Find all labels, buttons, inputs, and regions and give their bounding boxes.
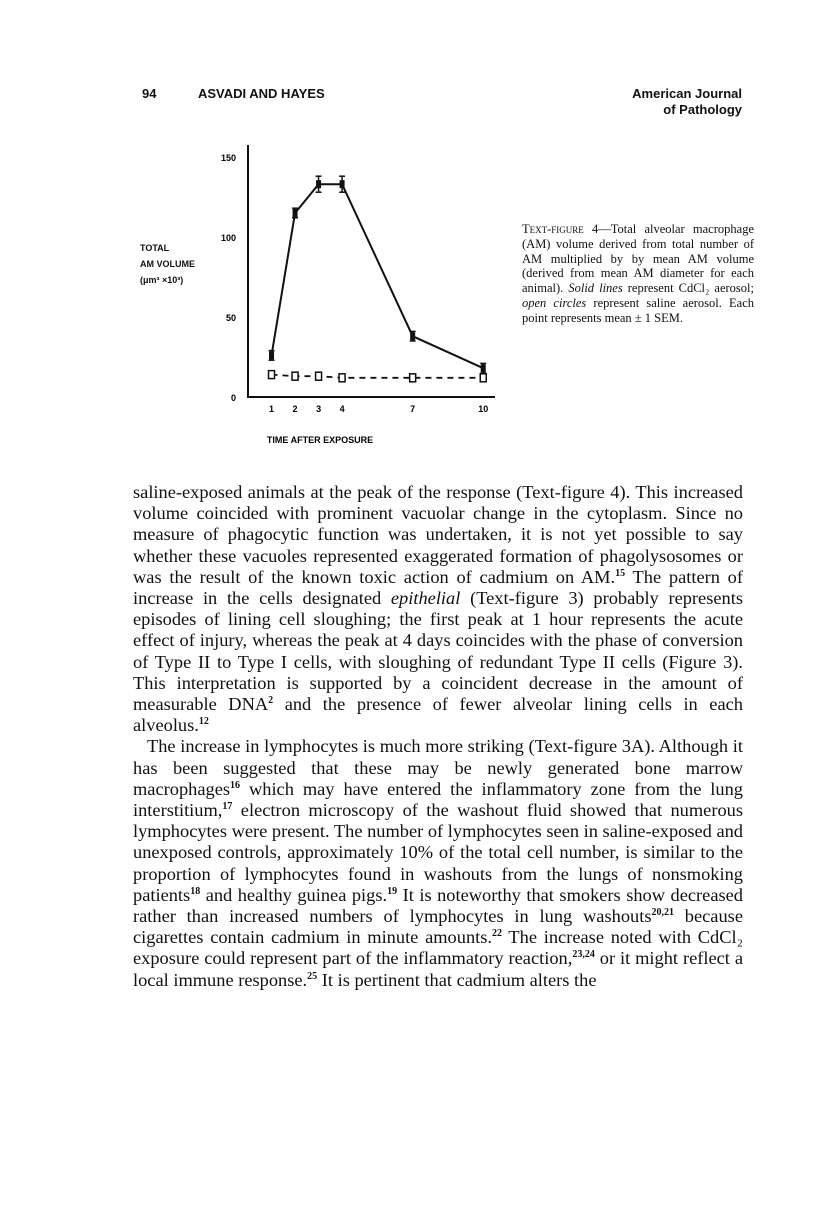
- series-line-cdcl2: [272, 184, 484, 368]
- data-point-cdcl2: [316, 180, 321, 188]
- figure-caption: [522, 222, 754, 326]
- reference-superscript: 25: [307, 970, 318, 982]
- reference-superscript: 16: [230, 779, 241, 791]
- caption-text: represent saline aerosol. Each point represents mean ± 1 SEM.: [522, 295, 755, 325]
- caption-solid-lines: Solid lines: [568, 281, 623, 296]
- chart-axes: [247, 145, 495, 398]
- text-run: saline-exposed animals at the peak of the response (Text-figure 4). This increased volume coincided with prominent vacuolar change in the cytoplasm. Since no measure of phagocytic function was undertaken, it is not yet possible to say whether these vacuoles represented exaggerated formation of phagolysosomes or was the result of the known toxic action of cadmium on AM.: [133, 482, 743, 587]
- text-run: electron microscopy of the washout fluid showed that numerous lymphocytes were present. The number of lymphocytes seen in saline-exposed and unexposed controls, approximately 10% of the total cell number, is similar to the proportion of lymphocytes found in washouts from the lungs of nonsmoking patients: [133, 800, 743, 905]
- paragraph: [133, 736, 743, 990]
- caption-text: represent CdCl₂ aerosol;: [622, 281, 754, 296]
- series-line-saline: [272, 375, 484, 378]
- caption-text: —Total alveolar macrophage (AM) volume derived from total number of AM multiplied by by mean AM volume (derived from mean AM diameter for each animal).: [522, 222, 754, 296]
- y-tick-label: 150: [220, 153, 236, 163]
- x-tick-label: 7: [410, 404, 416, 414]
- x-tick-label: 2: [292, 404, 298, 414]
- journal-line-2: of Pathology: [663, 102, 742, 117]
- reference-superscript: 20,21: [651, 906, 674, 918]
- reference-superscript: 22: [492, 928, 503, 940]
- reference-superscript: 18: [190, 885, 201, 897]
- text-run: and healthy guinea pigs.: [200, 884, 388, 905]
- page-number: 94: [142, 86, 157, 101]
- text-run: because cigarettes contain cadmium in minute amounts.: [133, 906, 743, 948]
- text-run: The increase noted with CdCl₂ exposure could represent part of the inflammatory reaction,: [133, 927, 743, 969]
- text-run: It is noteworthy that smokers show decreased rather than increased numbers of lymphocytes in lung washouts: [133, 884, 743, 927]
- data-point-saline: [269, 371, 275, 379]
- x-tick-label: 1: [269, 404, 275, 414]
- data-point-cdcl2: [293, 209, 298, 217]
- caption-label: Text-figure 4: [522, 222, 599, 236]
- x-tick-label: 10: [478, 404, 489, 414]
- data-point-saline: [339, 374, 345, 382]
- journal-name: [632, 86, 742, 118]
- data-point-saline: [316, 372, 322, 380]
- chart-series: [269, 176, 487, 382]
- text-figure-4-chart: [130, 140, 500, 460]
- text-run: It is pertinent that cadmium alters the: [317, 969, 597, 990]
- data-point-cdcl2: [410, 332, 415, 340]
- reference-superscript: 19: [387, 885, 398, 897]
- y-axis-label-line: (μm³ ×10³): [140, 275, 184, 285]
- reference-superscript: 15: [615, 567, 626, 579]
- data-point-cdcl2: [269, 351, 274, 359]
- y-tick-label: 100: [220, 233, 236, 243]
- text-run: The increase in lymphocytes is much more striking (Text-figure 3A). Although it has been suggested that these may be newly generated bone marrow macrophages: [133, 736, 743, 799]
- y-tick-label: 0: [230, 393, 236, 403]
- reference-superscript: 17: [222, 800, 233, 812]
- data-point-cdcl2: [340, 180, 345, 188]
- x-axis-label: TIME AFTER EXPOSURE: [266, 435, 374, 445]
- data-point-saline: [292, 372, 298, 380]
- chart-ticks: [221, 153, 488, 414]
- data-point-saline: [480, 374, 486, 382]
- y-axis-label-line: AM VOLUME: [140, 259, 195, 269]
- reference-superscript: 2: [268, 694, 274, 706]
- data-point-saline: [410, 374, 416, 382]
- reference-superscript: 12: [198, 716, 209, 728]
- emphasis: epithelial: [390, 588, 461, 609]
- x-tick-label: 4: [339, 404, 345, 414]
- text-run: and the presence of fewer alveolar lining cells in each alveolus.: [133, 694, 743, 736]
- journal-line-1: American Journal: [632, 86, 742, 101]
- text-run: The pattern of increase in the cells designated: [133, 566, 743, 609]
- text-run: (Text-figure 3) probably represents episodes of lining cell sloughing; the first peak at 1 hour represents the acute effect of injury, whereas the peak at 4 days coincides with the phase of conversion of Type II to Type I cells, with sloughing of redundant Type II cells (Figure 3). This interpretation is supported by a coincident decrease in the amount of measurable DNA: [133, 588, 743, 715]
- running-authors: ASVADI AND HAYES: [198, 86, 325, 101]
- reference-superscript: 23,24: [572, 949, 595, 961]
- x-tick-label: 3: [316, 404, 322, 414]
- text-run: which may have entered the inflammatory zone from the lung interstitium,: [133, 778, 743, 821]
- body-text: [133, 482, 743, 991]
- caption-open-circles: open circles: [522, 295, 587, 310]
- text-run: or it might reflect a local immune response.: [133, 948, 743, 990]
- y-tick-label: 50: [225, 313, 236, 323]
- paragraph: [133, 482, 743, 736]
- y-axis-label-line: TOTAL: [140, 243, 170, 253]
- data-point-cdcl2: [481, 364, 486, 372]
